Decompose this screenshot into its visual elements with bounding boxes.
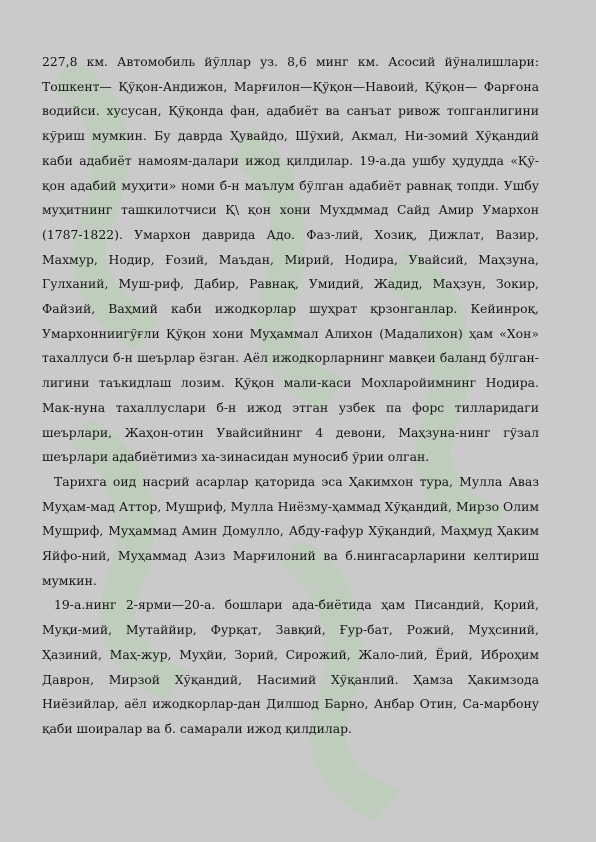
paragraph-1: 227,8 км. Автомобиль йўллар уз. 8,6 минг км. Асосий йўналишлари: Тошкент— Қўқон-Андижон, Марғилон—Қўқон—Навоий, Қўқон— Фарғона водийси. хусусан, Қўқонда фан, адабиёт ва санъат ривож топганлигини кўриш мумкин. Бу даврда Ҳувайдо, Шўхий, Акмал, Ни-зомий Хўқандий каби адабиёт намоям-далари ижод қилдилар. 19-а.да ушбу ҳудудда «Қў-қон адабий муҳити» номи б-н маълум бўлган адабиёт равнақ топди. Ушбу муҳитнинг ташкилотчиси Қ\ қон хони Мухдммад Сайд Амир Умархон (1787-1822). Умархон даврида Адо. Фаз-лий, Хозиқ, Дижлат, Вазир, Махмур, Нодир, Ғозий, Маъдан, Мирий, Нодира, Увайсий, Маҳзуна, Гулханий, Муш-риф, Дабир, Равнақ, Умидий, Жадид, Маҳзун, Зокир, Файзий, Ваҳмий каби ижодкорлар шуҳрат қрзонганлар. Кейинроқ, Умархонниигўғли Қўқон хони Муҳаммал Алихон (Мадалихон) ҳам «Хон» тахаллуси б-н шеърлар ёзган. Аёл ижодкорларнинг мавқеи баланд бўлган-лигини таъкидлаш лозим. Қўқон мали-каси Мохларойимнинг Нодира. Мак-нуна тахаллуслари б-н ижод этган узбек па форс тилларидаги шеърлари, Жаҳон-отин Увайсийнинг 4 девони, Маҳзуна-нинг гўзал шеърлари адабиётимиз ха-зинасидан муносиб ўрии олган. [42,54,539,465]
paragraph-3: 19-а.нинг 2-ярми—20-а. бошлари ада-биётида ҳам Писандий, Қорий, Муқи-мий, Мутаййир, Фурқат, Завқий, Ғур-бат, Рожий, Муҳсиний, Ҳазиний, Маҳ-жур, Муҳйи, Зорий, Сирожий, Жало-лий, Ёрий, Иброҳим Даврон, Мирзой Хўқандий, Насимий Хўқанлий. Ҳамза Ҳакимзода Ниёзийлар, аёл ижодкорлар-дан Дилшод Барно, Анбар Отин, Са-марбону қаби шоиралар ва б. самарали ижод қилдилар. [42,597,539,736]
paragraph-2: Тарихга оид насрий асарлар қаторида эса Ҳакимхон тура, Мулла Аваз Муҳам-мад Аттор, Мушриф, Мулла Ниёзму-ҳаммад Хўқандий, Мирзо Олим Мушриф, Муҳаммад Амин Домулло, Абду-ғафур Хўқандий, Маҳмуд Ҳаким Яйфо-ний, Муҳаммад Азиз Марғилоний ва б.нингасарларини келтириш мумкин. [42,473,539,588]
document-body [42,50,539,742]
